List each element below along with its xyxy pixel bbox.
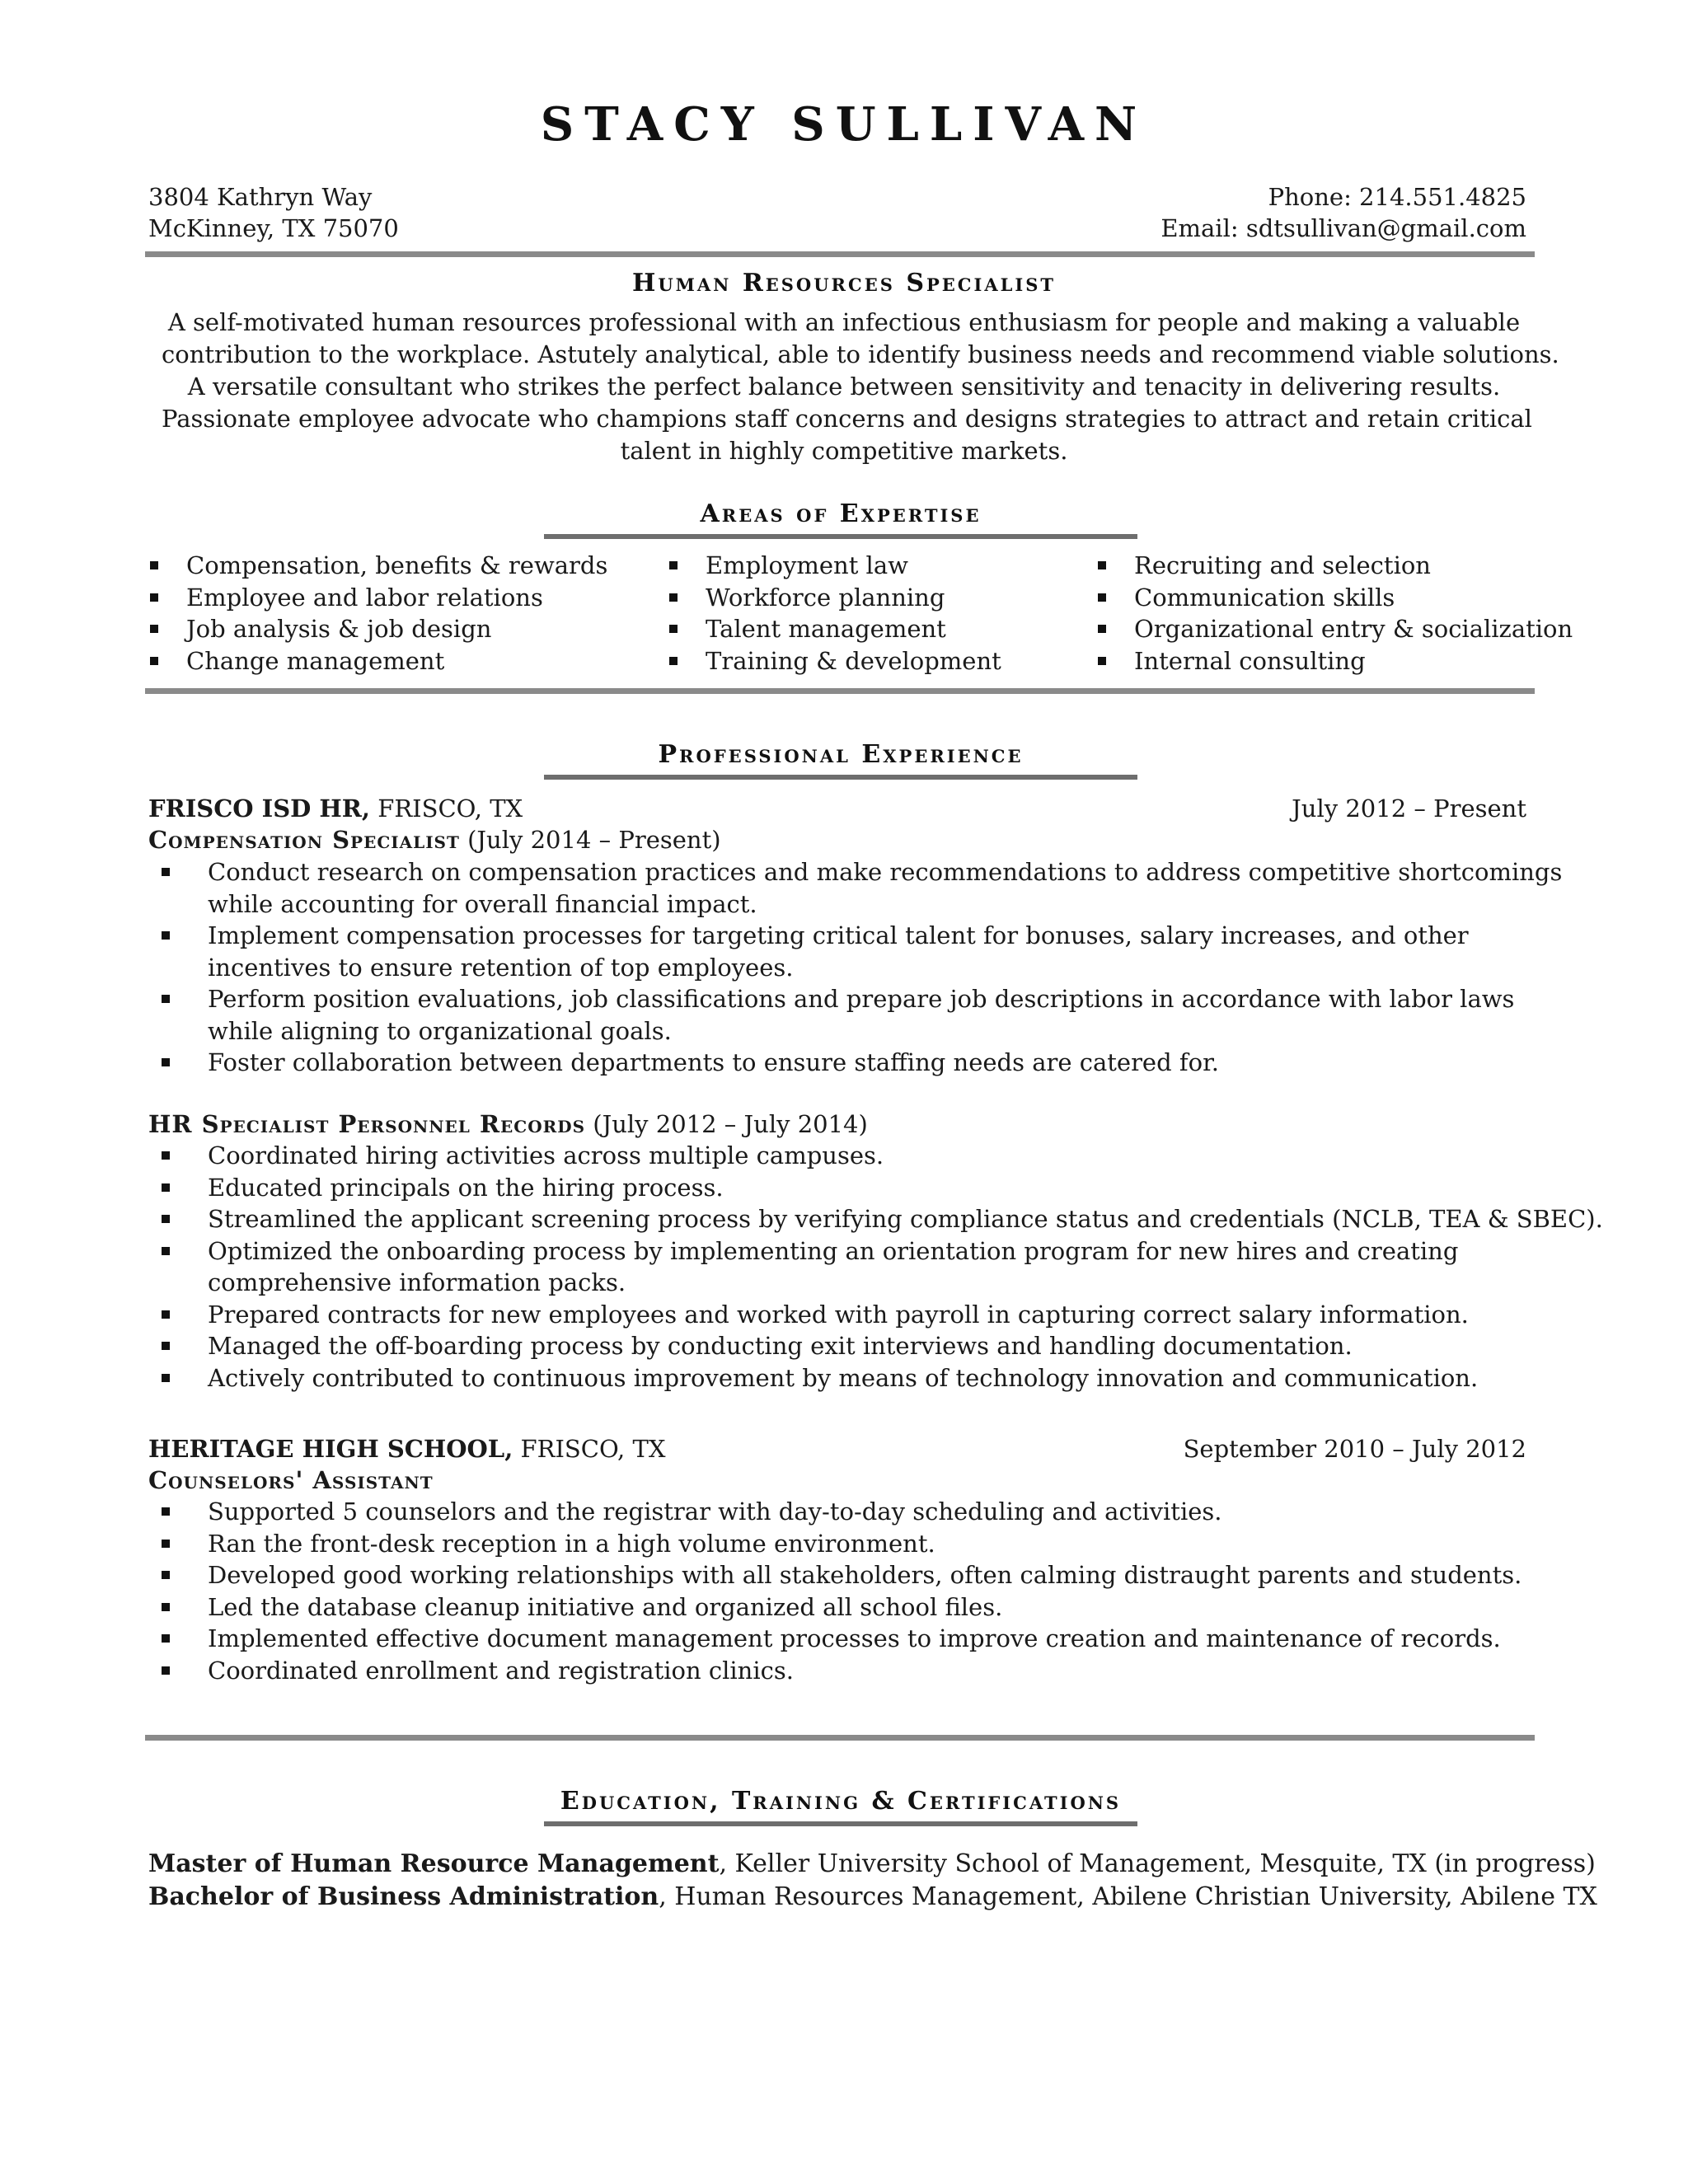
job-2-header <box>148 1433 665 1465</box>
bullet-item: Conduct research on compensation practices and make recommendations to address competitive shortcomings while accounting for overall financial impact. <box>150 856 1562 920</box>
phone: Phone: 214.551.4825 <box>1268 183 1526 211</box>
candidate-name: STACY SULLIVAN <box>540 97 1148 152</box>
job-1-header <box>148 793 523 824</box>
education-title-underline <box>544 1821 1137 1826</box>
bullet-item: Perform position evaluations, job classifications and prepare job descriptions in accordance with labor laws while aligning to organizational goals. <box>150 983 1562 1047</box>
education-entry-1 <box>148 1848 1596 1881</box>
expertise-item: Internal consulting <box>1098 645 1573 677</box>
address-line-1: 3804 Kathryn Way <box>148 183 373 211</box>
expertise-item: Employment law <box>669 550 1001 582</box>
bullet-item: Developed good working relationships with all stakeholders, often calming distraught parents and students. <box>150 1559 1522 1591</box>
bullet-item: Coordinated hiring activities across multiple campuses. <box>150 1140 1603 1172</box>
expertise-item: Employee and labor relations <box>150 582 607 614</box>
bullet-item: Ran the front-desk reception in a high volume environment. <box>150 1528 1522 1560</box>
job-2-employer: HERITAGE HIGH SCHOOL, <box>148 1435 513 1463</box>
summary-line: talent in highly competitive markets. <box>620 437 1068 465</box>
summary-paragraph <box>162 307 1559 467</box>
job-2-role-1-header <box>148 1465 434 1496</box>
bullet-item: Managed the off-boarding process by conducting exit interviews and handling documentation. <box>150 1330 1603 1362</box>
bullet-item: Coordinated enrollment and registration clinics. <box>150 1655 1522 1687</box>
education-title: Education, Training & Certifications <box>560 1787 1122 1816</box>
address-line-2: McKinney, TX 75070 <box>148 214 399 242</box>
expertise-item: Change management <box>150 645 607 677</box>
education-details: , Human Resources Management, Abilene Christian University, Abilene TX <box>659 1882 1597 1911</box>
job-1-role-1-title: Compensation Specialist <box>148 826 460 854</box>
expertise-column-2 <box>669 550 1001 677</box>
experience-divider <box>145 1735 1535 1741</box>
job-1-employer: FRISCO ISD HR, <box>148 794 370 823</box>
summary-line: contribution to the workplace. Astutely analytical, able to identify business needs and recommend viable solutions. <box>162 340 1559 368</box>
expertise-title-underline <box>544 534 1137 539</box>
job-1-role-2-header <box>148 1108 868 1140</box>
email: Email: sdtsullivan@gmail.com <box>1160 214 1526 242</box>
expertise-item: Job analysis & job design <box>150 613 607 645</box>
job-1-role-2-dates: (July 2012 – July 2014) <box>585 1110 868 1138</box>
job-2-dates: September 2010 – July 2012 <box>1183 1435 1526 1463</box>
education-entry-2 <box>148 1881 1597 1914</box>
expertise-column-3 <box>1098 550 1573 677</box>
bullet-item: Prepared contracts for new employees and worked with payroll in capturing correct salary information. <box>150 1299 1603 1331</box>
expertise-divider <box>145 688 1535 694</box>
bullet-item: Supported 5 counselors and the registrar with day-to-day scheduling and activities. <box>150 1496 1522 1528</box>
bullet-item: Implement compensation processes for targeting critical talent for bonuses, salary increases, and other incentives to ensure retention of top employees. <box>150 920 1562 983</box>
job-1-role-1-bullets <box>150 856 1562 1079</box>
bullet-item: Streamlined the applicant screening process by verifying compliance status and credentials (NCLB, TEA & SBEC). <box>150 1203 1603 1235</box>
job-1-location: FRISCO, TX <box>370 794 523 823</box>
education-details: , Keller University School of Management, Mesquite, TX (in progress) <box>719 1849 1596 1878</box>
experience-title: Professional Experience <box>658 740 1024 769</box>
job-1-role-1-header <box>148 824 721 855</box>
experience-title-underline <box>544 775 1137 780</box>
summary-line: A versatile consultant who strikes the perfect balance between sensitivity and tenacity in delivering results. <box>187 373 1501 401</box>
header-divider <box>145 251 1535 257</box>
expertise-item: Recruiting and selection <box>1098 550 1573 582</box>
expertise-item: Workforce planning <box>669 582 1001 614</box>
job-2-role-1-title: Counselors' Assistant <box>148 1466 434 1494</box>
summary-title: Human Resources Specialist <box>631 269 1056 298</box>
job-1-role-2-title: HR Specialist Personnel Records <box>148 1110 586 1138</box>
expertise-item: Organizational entry & socialization <box>1098 613 1573 645</box>
bullet-item: Actively contributed to continuous improvement by means of technology innovation and communication. <box>150 1362 1603 1394</box>
job-1-dates: July 2012 – Present <box>1292 794 1526 823</box>
bullet-item: Optimized the onboarding process by implementing an orientation program for new hires and creating comprehensive information packs. <box>150 1235 1603 1299</box>
education-degree: Bachelor of Business Administration <box>148 1882 659 1911</box>
job-1-role-2-bullets <box>150 1140 1603 1394</box>
bullet-item: Implemented effective document management processes to improve creation and maintenance of records. <box>150 1623 1522 1655</box>
expertise-column-1 <box>150 550 607 677</box>
expertise-item: Talent management <box>669 613 1001 645</box>
expertise-item: Communication skills <box>1098 582 1573 614</box>
summary-line: A self-motivated human resources professional with an infectious enthusiasm for people and making a valuable <box>167 308 1521 336</box>
expertise-title: Areas of Expertise <box>700 499 982 528</box>
education-degree: Master of Human Resource Management <box>148 1849 720 1878</box>
job-2-location: FRISCO, TX <box>513 1435 666 1463</box>
bullet-item: Educated principals on the hiring process. <box>150 1172 1603 1204</box>
expertise-item: Training & development <box>669 645 1001 677</box>
job-1-role-1-dates: (July 2014 – Present) <box>459 826 721 854</box>
bullet-item: Foster collaboration between departments to ensure staffing needs are catered for. <box>150 1047 1562 1079</box>
summary-line: Passionate employee advocate who champions staff concerns and designs strategies to attract and retain critical <box>162 405 1532 433</box>
expertise-item: Compensation, benefits & rewards <box>150 550 607 582</box>
bullet-item: Led the database cleanup initiative and organized all school files. <box>150 1591 1522 1624</box>
job-2-role-1-bullets <box>150 1496 1522 1686</box>
